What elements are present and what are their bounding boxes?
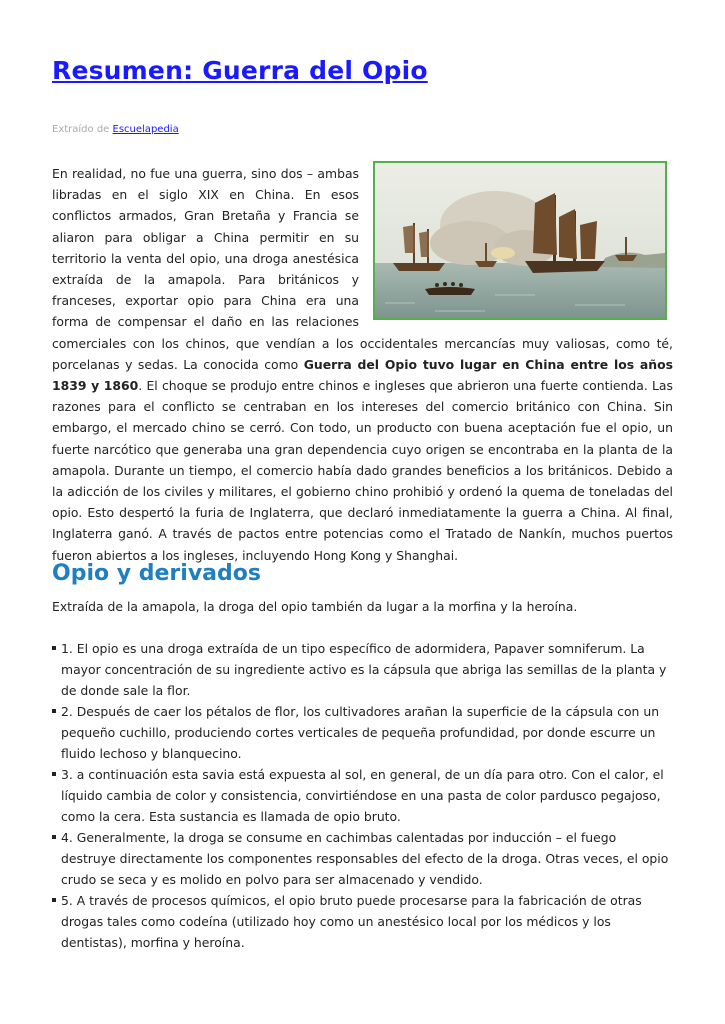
list-item-text: 2. Después de caer los pétalos de flor, los cultivadores arañan la superficie de la cápsula con un pequeño cuchillo, produciendo cortes verticales de pequeña profundidad, por donde escurre un fluido lechoso y blanquecino. bbox=[61, 704, 660, 761]
page-title[interactable]: Resumen: Guerra del Opio bbox=[52, 56, 428, 85]
list-item bbox=[52, 827, 673, 890]
list-item bbox=[52, 890, 673, 953]
figure-spacer bbox=[359, 161, 673, 323]
intro-text-part2: . El choque se produjo entre chinos e ingleses que abrieron una fuerte contienda. Las razones para el conflicto se centraban en los intereses del comercio británico con China. Sin embargo, el mercado chino se cerró. Con todo, un producto con buena aceptación fue el opio, un fuerte narcótico que generaba una gran dependencia cuyo origen se encontraba en la planta de la amapola. Durante un tiempo, el comercio había dado grandes beneficios a los británicos. Debido a la adicción de los civiles y militares, el gobierno chino prohibió y ordenó la quema de toneladas del opio. Esto despertó la furia de Inglaterra, que declaró inmediatamente la guerra a China. Al final, Inglaterra ganó. A través de pactos entre potencias como el Tratado de Nankín, muchos puertos fueron abiertos a los ingleses, incluyendo Hong Kong y Shanghai. bbox=[52, 378, 673, 563]
list-item bbox=[52, 638, 673, 701]
list-item bbox=[52, 701, 673, 764]
bullet-icon bbox=[52, 835, 56, 839]
bullet-icon bbox=[52, 709, 56, 713]
section-subtitle: Extraída de la amapola, la droga del opio también da lugar a la morfina y la heroína. bbox=[52, 599, 578, 614]
bullet-icon bbox=[52, 772, 56, 776]
source-link[interactable]: Escuelapedia bbox=[112, 124, 179, 135]
list-item-text: 5. A través de procesos químicos, el opio bruto puede procesarse para la fabricación de otras drogas tales como codeína (utilizado hoy como un anestésico local por los médicos y los dentistas), morfina y heroína. bbox=[61, 893, 642, 950]
intro-text-part1: En realidad, no fue una guerra, sino dos – ambas libradas en el siglo XIX en China. En esos conflictos armados, Gran Bretaña y Francia se aliaron para obligar a China permitir en su territorio la venta del opio, una droga anestésica extraída de la amapola. Para británicos y franceses, exportar opio para China era una forma de compensar el daño en las relaciones comerciales con los chinos, que vendían a los occidentales mercancías muy valiosas, como té, porcelanas y sedas. La conocida como bbox=[52, 166, 673, 372]
intro-paragraph bbox=[52, 163, 673, 566]
bullet-icon bbox=[52, 898, 56, 902]
list-item bbox=[52, 764, 673, 827]
derivatives-list bbox=[52, 638, 673, 953]
list-item-text: 1. El opio es una droga extraída de un tipo específico de adormidera, Papaver somniferum. La mayor concentración de su ingrediente activo es la cápsula que abriga las semillas de la planta y de donde sale la flor. bbox=[61, 641, 667, 698]
list-item-text: 4. Generalmente, la droga se consume en cachimbas calentadas por inducción – el fuego destruye directamente los componentes responsables del efecto de la droga. Otras veces, el opio crudo se seca y es molido en polvo para ser almacenado y vendido. bbox=[61, 830, 669, 887]
intro-bold-dates: Guerra del Opio tuvo lugar en China entre los años 1839 y 1860 bbox=[52, 356, 673, 394]
bullet-icon bbox=[52, 646, 56, 650]
source-attribution bbox=[52, 124, 179, 135]
section-heading: Opio y derivados bbox=[52, 561, 261, 586]
source-prefix: Extraído de bbox=[52, 124, 110, 135]
list-item-text: 3. a continuación esta savia está expuesta al sol, en general, de un día para otro. Con el calor, el líquido cambia de color y consistencia, convirtiéndose en una pasta de color pardusco pegajoso, como la cera. Esta sustancia es llamada de opio bruto. bbox=[61, 767, 664, 824]
